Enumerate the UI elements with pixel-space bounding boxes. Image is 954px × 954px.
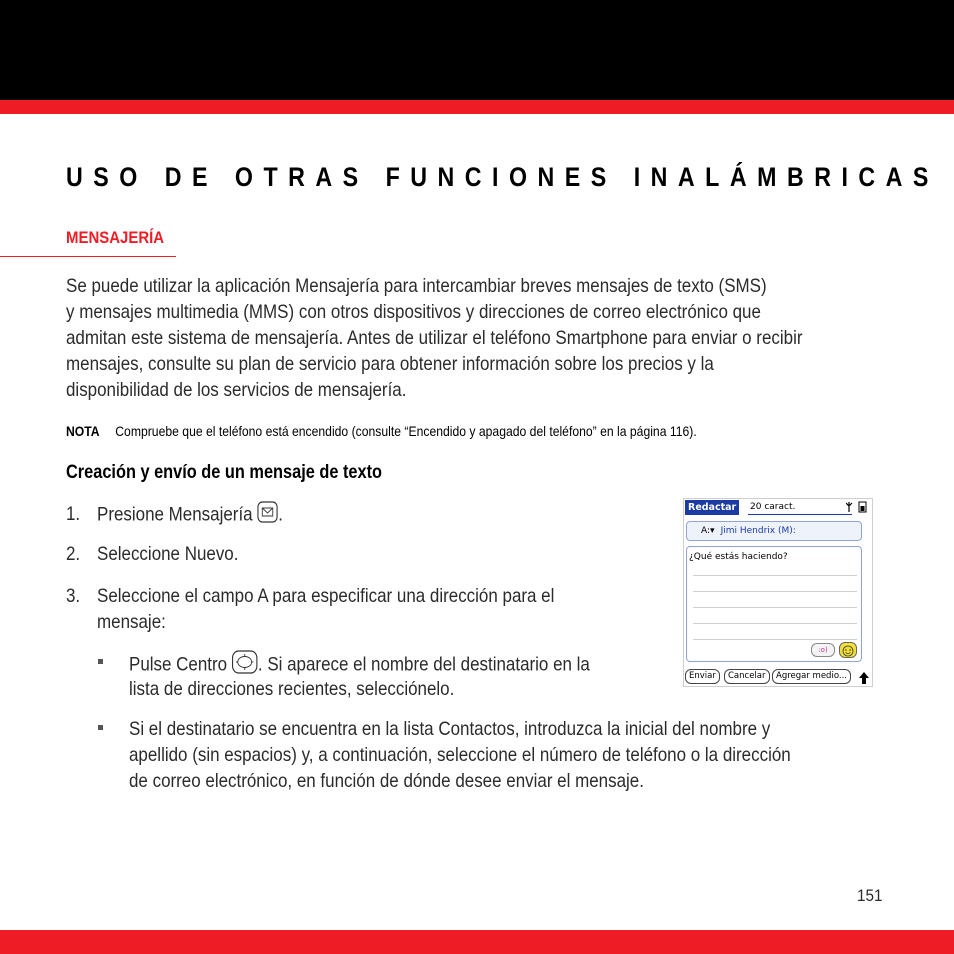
bullet-marker [98, 659, 103, 664]
bullet-1-line: lista de direcciones recientes, selecciónelo. [129, 678, 455, 700]
phone-rule-line [693, 607, 857, 608]
header-red-stripe [0, 100, 954, 114]
step-number: 3. [66, 585, 81, 607]
step-1-text: Presione Mensajería [97, 503, 253, 526]
phone-to-field [686, 521, 862, 541]
task-heading: Creación y envío de un mensaje de texto [66, 462, 383, 483]
shift-arrow-icon [858, 670, 870, 689]
phone-send-button: Enviar [685, 669, 720, 684]
step-1 [97, 501, 283, 530]
bullet-marker [98, 725, 103, 730]
phone-recipient: Jimi Hendrix (M): [720, 526, 796, 536]
step-number: 1. [66, 503, 81, 525]
intro-paragraph [66, 273, 884, 403]
intro-line: admitan este sistema de mensajería. Antes de utilizar el teléfono Smartphone para enviar o recibir [66, 327, 803, 349]
text-emoji-icon: :o) [811, 643, 835, 657]
phone-tab-compose: Redactar [685, 500, 739, 515]
bullet-1-text: . Si aparece el nombre del destinatario en la [257, 653, 590, 676]
phone-title-bar [684, 499, 872, 517]
bullet-2-line: apellido (sin espacios) y, a continuación, seleccione el número de teléfono o la dirección [129, 744, 791, 766]
intro-line: mensajes, consulte su plan de servicio para obtener información sobre los precios y la [66, 353, 714, 375]
envelope-icon [257, 501, 278, 530]
dropdown-arrow-icon: ▾ [710, 526, 715, 536]
note-label: NOTA [66, 423, 100, 439]
note-text: Compruebe que el teléfono está encendido (consulte “Encendido y apagado del teléfono” en la página 116). [115, 423, 697, 439]
bullet-2-line: de correo electrónico, en función de dónde desee enviar el mensaje. [129, 770, 644, 792]
section-title: USO DE OTRAS FUNCIONES INALÁMBRICAS [66, 162, 939, 192]
phone-screenshot [683, 498, 873, 687]
step-3-line: Seleccione el campo A para especificar una dirección para el [97, 585, 555, 607]
bullet-1-prefix: Pulse Centro [129, 653, 228, 676]
subsection-rule [0, 256, 176, 257]
phone-rule-line [693, 623, 857, 624]
intro-line: Se puede utilizar la aplicación Mensajería para intercambiar breves mensajes de texto (SMS) [66, 275, 767, 297]
phone-rule-line [693, 639, 857, 640]
step-2: Seleccione Nuevo. [97, 543, 239, 565]
phone-rule-line [693, 575, 857, 576]
phone-char-counter: 20 caract. [748, 500, 852, 515]
step-3-line: mensaje: [97, 611, 166, 633]
intro-line: disponibilidad de los servicios de mensajería. [66, 379, 407, 401]
signal-battery-icon [846, 501, 868, 516]
subsection-heading: MENSAJERÍA [66, 228, 165, 247]
smiley-icon [839, 642, 857, 658]
step-number: 2. [66, 543, 81, 565]
phone-message-text: ¿Qué estás haciendo? [689, 552, 788, 562]
footer-red-band [0, 930, 954, 954]
step-1-suffix: . [278, 503, 283, 526]
note [66, 423, 697, 439]
phone-button-row [684, 669, 872, 685]
phone-message-area [686, 546, 862, 662]
header-black-band [0, 0, 954, 100]
page-number: 151 [857, 886, 883, 905]
phone-rule-line [693, 591, 857, 592]
intro-line: y mensajes multimedia (MMS) con otros dispositivos y direcciones de correo electrónico que [66, 301, 761, 323]
phone-cancel-button: Cancelar [724, 669, 770, 684]
phone-to-label: A: [701, 526, 711, 536]
bullet-2-line: Si el destinatario se encuentra en la lista Contactos, introduzca la inicial del nombre y [129, 718, 771, 740]
phone-add-media-button: Agregar medio... [772, 669, 851, 684]
